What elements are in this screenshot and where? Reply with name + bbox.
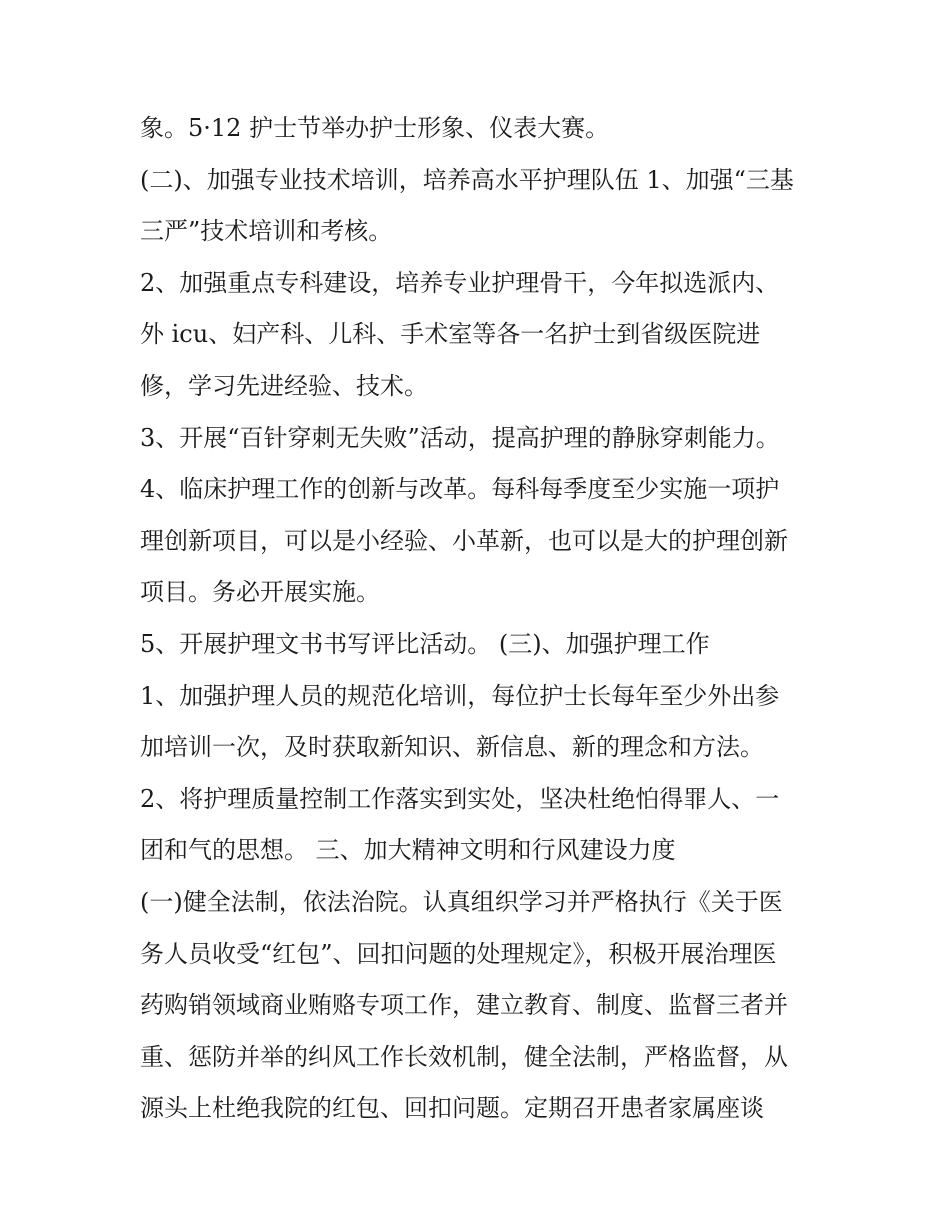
- text-line: 理创新项目，可以是小经验、小革新，也可以是大的护理创新: [140, 526, 788, 555]
- text-line: 加培训一次，及时获取新知识、新信息、新的理念和方法。: [140, 733, 764, 762]
- text-line: 源头上杜绝我院的红包、回扣问题。定期召开患者家属座谈: [140, 1094, 764, 1123]
- text-line: 项目。务必开展实施。: [140, 578, 380, 607]
- text-line: (二)、加强专业技术培训，培养高水平护理队伍 1、加强“三基: [140, 165, 794, 194]
- text-line: 2、加强重点专科建设，培养专业护理骨干，今年拟选派内、: [140, 268, 780, 297]
- text-line: 三严”技术培训和考核。: [140, 217, 393, 246]
- text-line: 3、开展“百针穿刺无失败”活动，提高护理的静脉穿刺能力。: [140, 423, 780, 452]
- text-line: 重、惩防并举的纠风工作长效机制，健全法制，严格监督，从: [140, 1042, 788, 1071]
- text-line: 团和气的思想。 三、加大精神文明和行风建设力度: [140, 836, 676, 865]
- text-line: 4、临床护理工作的创新与改革。每科每季度至少实施一项护: [140, 475, 780, 504]
- text-line: 修，学习先进经验、技术。: [140, 371, 428, 400]
- text-line: 药购销领域商业贿赂专项工作，建立教育、制度、监督三者并: [140, 991, 788, 1020]
- text-line: 外 icu、妇产科、儿科、手术室等各一名护士到省级医院进: [140, 320, 761, 349]
- body-text: [140, 103, 840, 1135]
- text-line: 5、开展护理文书书写评比活动。 (三)、加强护理工作: [140, 629, 710, 658]
- text-line: 象。5·12 护士节举办护士形象、仪表大赛。: [140, 114, 610, 142]
- text-line: 1、加强护理人员的规范化培训，每位护士长每年至少外出参: [140, 681, 780, 710]
- text-line: (一)健全法制，依法治院。认真组织学习并严格执行《关于医: [140, 887, 783, 916]
- text-line: 务人员收受“红包”、回扣问题的处理规定》，积极开展治理医: [140, 939, 777, 968]
- text-line: 2、将护理质量控制工作落实到实处，坚决杜绝怕得罪人、一: [140, 784, 780, 813]
